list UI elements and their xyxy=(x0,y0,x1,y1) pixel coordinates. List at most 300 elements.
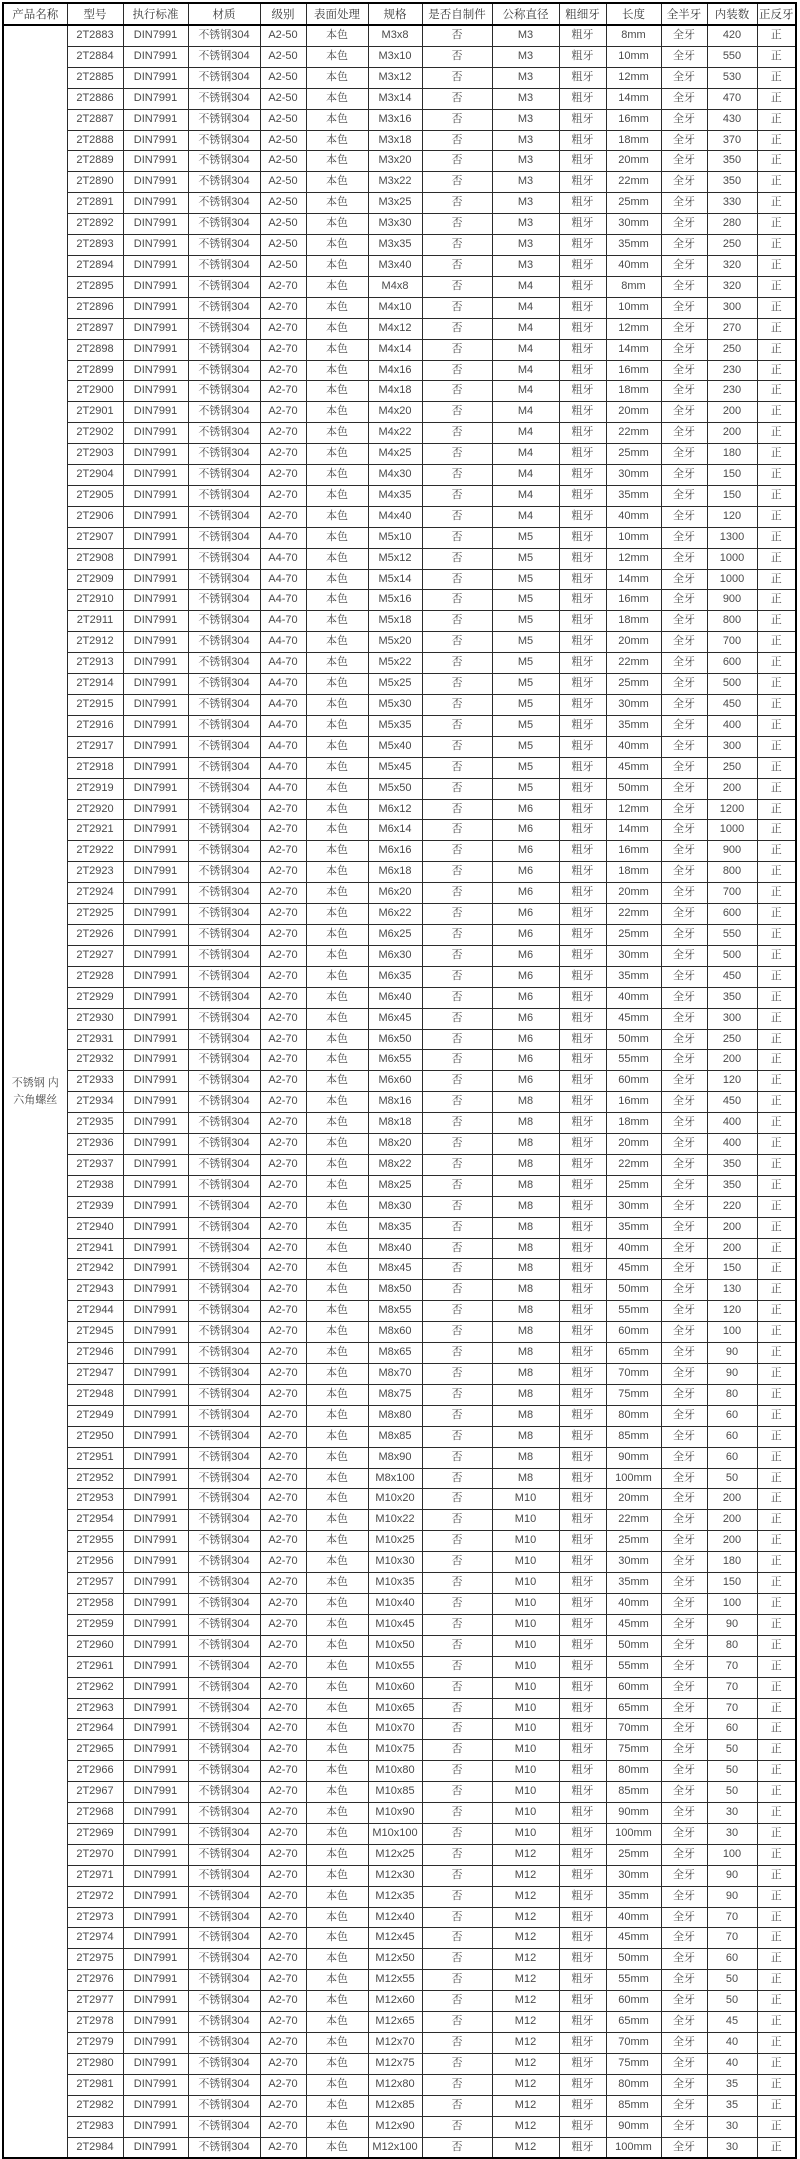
grade-cell: A4-70 xyxy=(260,757,306,778)
model-cell: 2T2962 xyxy=(67,1677,123,1698)
surface-cell: 本色 xyxy=(306,1740,368,1761)
pack-qty-cell: 800 xyxy=(707,611,757,632)
diameter-cell: M3 xyxy=(492,67,559,88)
spec-cell: M4x22 xyxy=(368,423,422,444)
pack-qty-cell: 1200 xyxy=(707,799,757,820)
model-cell: 2T2929 xyxy=(67,987,123,1008)
pack-qty-cell: 40 xyxy=(707,2033,757,2054)
self-made-cell: 否 xyxy=(422,1217,492,1238)
material-cell: 不锈钢304 xyxy=(188,1510,260,1531)
pack-qty-cell: 400 xyxy=(707,1134,757,1155)
pack-qty-cell: 30 xyxy=(707,2137,757,2158)
thread-pitch-cell: 粗牙 xyxy=(559,611,606,632)
model-cell: 2T2907 xyxy=(67,527,123,548)
model-cell: 2T2921 xyxy=(67,820,123,841)
grade-cell: A2-70 xyxy=(260,506,306,527)
standard-cell: DIN7991 xyxy=(123,632,188,653)
length-cell: 25mm xyxy=(606,924,661,945)
spec-cell: M5x10 xyxy=(368,527,422,548)
model-cell: 2T2967 xyxy=(67,1782,123,1803)
self-made-cell: 否 xyxy=(422,695,492,716)
direction-cell: 正 xyxy=(757,276,796,297)
diameter-cell: M12 xyxy=(492,1949,559,1970)
table-row xyxy=(3,1865,796,1886)
material-cell: 不锈钢304 xyxy=(188,1426,260,1447)
grade-cell: A2-50 xyxy=(260,172,306,193)
diameter-cell: M4 xyxy=(492,465,559,486)
thread-type-cell: 全牙 xyxy=(661,485,707,506)
diameter-cell: M10 xyxy=(492,1698,559,1719)
standard-cell: DIN7991 xyxy=(123,1510,188,1531)
diameter-cell: M3 xyxy=(492,25,559,46)
model-cell: 2T2926 xyxy=(67,924,123,945)
standard-cell: DIN7991 xyxy=(123,318,188,339)
standard-cell: DIN7991 xyxy=(123,360,188,381)
surface-cell: 本色 xyxy=(306,1719,368,1740)
diameter-cell: M10 xyxy=(492,1614,559,1635)
table-row xyxy=(3,1552,796,1573)
table-row xyxy=(3,1991,796,2012)
length-cell: 20mm xyxy=(606,1134,661,1155)
surface-cell: 本色 xyxy=(306,1092,368,1113)
thread-type-cell: 全牙 xyxy=(661,1761,707,1782)
self-made-cell: 否 xyxy=(422,67,492,88)
model-cell: 2T2949 xyxy=(67,1405,123,1426)
material-cell: 不锈钢304 xyxy=(188,966,260,987)
grade-cell: A2-70 xyxy=(260,1468,306,1489)
grade-cell: A2-70 xyxy=(260,1677,306,1698)
pack-qty-cell: 70 xyxy=(707,1677,757,1698)
pack-qty-cell: 400 xyxy=(707,715,757,736)
direction-cell: 正 xyxy=(757,1343,796,1364)
thread-type-cell: 全牙 xyxy=(661,862,707,883)
diameter-cell: M8 xyxy=(492,1447,559,1468)
length-cell: 85mm xyxy=(606,1782,661,1803)
spec-cell: M10x50 xyxy=(368,1635,422,1656)
diameter-cell: M4 xyxy=(492,423,559,444)
standard-cell: DIN7991 xyxy=(123,569,188,590)
material-cell: 不锈钢304 xyxy=(188,444,260,465)
thread-type-cell: 全牙 xyxy=(661,67,707,88)
model-cell: 2T2898 xyxy=(67,339,123,360)
model-cell: 2T2919 xyxy=(67,778,123,799)
thread-pitch-cell: 粗牙 xyxy=(559,1719,606,1740)
thread-type-cell: 全牙 xyxy=(661,318,707,339)
length-cell: 30mm xyxy=(606,1196,661,1217)
diameter-cell: M6 xyxy=(492,862,559,883)
diameter-cell: M5 xyxy=(492,548,559,569)
surface-cell: 本色 xyxy=(306,1217,368,1238)
surface-cell: 本色 xyxy=(306,1823,368,1844)
pack-qty-cell: 250 xyxy=(707,1029,757,1050)
grade-cell: A2-70 xyxy=(260,1154,306,1175)
spec-cell: M8x75 xyxy=(368,1384,422,1405)
thread-type-cell: 全牙 xyxy=(661,297,707,318)
self-made-cell: 否 xyxy=(422,2074,492,2095)
grade-cell: A2-70 xyxy=(260,1384,306,1405)
length-cell: 35mm xyxy=(606,966,661,987)
self-made-cell: 否 xyxy=(422,1426,492,1447)
thread-pitch-cell: 粗牙 xyxy=(559,862,606,883)
standard-cell: DIN7991 xyxy=(123,1071,188,1092)
length-cell: 65mm xyxy=(606,1698,661,1719)
self-made-cell: 否 xyxy=(422,611,492,632)
pack-qty-cell: 900 xyxy=(707,841,757,862)
material-cell: 不锈钢304 xyxy=(188,423,260,444)
grade-cell: A2-70 xyxy=(260,1238,306,1259)
col-standard: 执行标准 xyxy=(123,3,188,25)
thread-pitch-cell: 粗牙 xyxy=(559,1865,606,1886)
pack-qty-cell: 150 xyxy=(707,1573,757,1594)
self-made-cell: 否 xyxy=(422,2033,492,2054)
pack-qty-cell: 450 xyxy=(707,966,757,987)
material-cell: 不锈钢304 xyxy=(188,1949,260,1970)
model-cell: 2T2979 xyxy=(67,2033,123,2054)
standard-cell: DIN7991 xyxy=(123,883,188,904)
standard-cell: DIN7991 xyxy=(123,862,188,883)
table-row xyxy=(3,1719,796,1740)
diameter-cell: M4 xyxy=(492,276,559,297)
surface-cell: 本色 xyxy=(306,2137,368,2158)
thread-type-cell: 全牙 xyxy=(661,1468,707,1489)
grade-cell: A2-70 xyxy=(260,1301,306,1322)
standard-cell: DIN7991 xyxy=(123,402,188,423)
table-row xyxy=(3,757,796,778)
spec-cell: M10x75 xyxy=(368,1740,422,1761)
material-cell: 不锈钢304 xyxy=(188,2053,260,2074)
material-cell: 不锈钢304 xyxy=(188,1865,260,1886)
thread-pitch-cell: 粗牙 xyxy=(559,2033,606,2054)
self-made-cell: 否 xyxy=(422,1384,492,1405)
grade-cell: A2-70 xyxy=(260,276,306,297)
spec-cell: M8x50 xyxy=(368,1280,422,1301)
spec-cell: M3x22 xyxy=(368,172,422,193)
standard-cell: DIN7991 xyxy=(123,1364,188,1385)
thread-type-cell: 全牙 xyxy=(661,1740,707,1761)
direction-cell: 正 xyxy=(757,1886,796,1907)
grade-cell: A2-70 xyxy=(260,485,306,506)
model-cell: 2T2947 xyxy=(67,1364,123,1385)
material-cell: 不锈钢304 xyxy=(188,1740,260,1761)
standard-cell: DIN7991 xyxy=(123,444,188,465)
length-cell: 20mm xyxy=(606,1489,661,1510)
surface-cell: 本色 xyxy=(306,1949,368,1970)
pack-qty-cell: 200 xyxy=(707,778,757,799)
direction-cell: 正 xyxy=(757,214,796,235)
material-cell: 不锈钢304 xyxy=(188,1593,260,1614)
self-made-cell: 否 xyxy=(422,653,492,674)
direction-cell: 正 xyxy=(757,339,796,360)
col-pack-qty: 内装数 xyxy=(707,3,757,25)
diameter-cell: M5 xyxy=(492,653,559,674)
table-row xyxy=(3,1008,796,1029)
length-cell: 12mm xyxy=(606,318,661,339)
self-made-cell: 否 xyxy=(422,1280,492,1301)
material-cell: 不锈钢304 xyxy=(188,1656,260,1677)
model-cell: 2T2946 xyxy=(67,1343,123,1364)
table-row xyxy=(3,318,796,339)
length-cell: 45mm xyxy=(606,757,661,778)
length-cell: 100mm xyxy=(606,2137,661,2158)
model-cell: 2T2905 xyxy=(67,485,123,506)
model-cell: 2T2930 xyxy=(67,1008,123,1029)
direction-cell: 正 xyxy=(757,2137,796,2158)
model-cell: 2T2884 xyxy=(67,46,123,67)
thread-type-cell: 全牙 xyxy=(661,778,707,799)
col-spec: 规格 xyxy=(368,3,422,25)
self-made-cell: 否 xyxy=(422,1656,492,1677)
thread-type-cell: 全牙 xyxy=(661,2074,707,2095)
thread-type-cell: 全牙 xyxy=(661,1322,707,1343)
model-cell: 2T2933 xyxy=(67,1071,123,1092)
model-cell: 2T2887 xyxy=(67,109,123,130)
standard-cell: DIN7991 xyxy=(123,1175,188,1196)
material-cell: 不锈钢304 xyxy=(188,1364,260,1385)
grade-cell: A2-50 xyxy=(260,25,306,46)
self-made-cell: 否 xyxy=(422,1489,492,1510)
pack-qty-cell: 600 xyxy=(707,653,757,674)
self-made-cell: 否 xyxy=(422,276,492,297)
direction-cell: 正 xyxy=(757,1050,796,1071)
surface-cell: 本色 xyxy=(306,2033,368,2054)
self-made-cell: 否 xyxy=(422,1092,492,1113)
direction-cell: 正 xyxy=(757,653,796,674)
diameter-cell: M6 xyxy=(492,841,559,862)
model-cell: 2T2900 xyxy=(67,381,123,402)
table-row xyxy=(3,485,796,506)
direction-cell: 正 xyxy=(757,444,796,465)
table-row xyxy=(3,1740,796,1761)
standard-cell: DIN7991 xyxy=(123,1928,188,1949)
spec-cell: M8x30 xyxy=(368,1196,422,1217)
standard-cell: DIN7991 xyxy=(123,778,188,799)
self-made-cell: 否 xyxy=(422,1907,492,1928)
col-self-made: 是否自制件 xyxy=(422,3,492,25)
diameter-cell: M3 xyxy=(492,255,559,276)
direction-cell: 正 xyxy=(757,1531,796,1552)
spec-cell: M5x35 xyxy=(368,715,422,736)
surface-cell: 本色 xyxy=(306,820,368,841)
model-cell: 2T2888 xyxy=(67,130,123,151)
diameter-cell: M8 xyxy=(492,1196,559,1217)
grade-cell: A4-70 xyxy=(260,653,306,674)
material-cell: 不锈钢304 xyxy=(188,1552,260,1573)
table-row xyxy=(3,2095,796,2116)
diameter-cell: M6 xyxy=(492,1071,559,1092)
spec-cell: M8x18 xyxy=(368,1113,422,1134)
spec-cell: M10x90 xyxy=(368,1803,422,1824)
standard-cell: DIN7991 xyxy=(123,1280,188,1301)
spec-cell: M4x16 xyxy=(368,360,422,381)
material-cell: 不锈钢304 xyxy=(188,1719,260,1740)
grade-cell: A2-70 xyxy=(260,1635,306,1656)
length-cell: 60mm xyxy=(606,1991,661,2012)
direction-cell: 正 xyxy=(757,778,796,799)
diameter-cell: M8 xyxy=(492,1134,559,1155)
surface-cell: 本色 xyxy=(306,1593,368,1614)
grade-cell: A2-70 xyxy=(260,1113,306,1134)
model-cell: 2T2955 xyxy=(67,1531,123,1552)
standard-cell: DIN7991 xyxy=(123,1050,188,1071)
model-cell: 2T2886 xyxy=(67,88,123,109)
surface-cell: 本色 xyxy=(306,1301,368,1322)
pack-qty-cell: 300 xyxy=(707,297,757,318)
material-cell: 不锈钢304 xyxy=(188,674,260,695)
grade-cell: A2-70 xyxy=(260,1489,306,1510)
direction-cell: 正 xyxy=(757,485,796,506)
table-row xyxy=(3,1154,796,1175)
diameter-cell: M10 xyxy=(492,1552,559,1573)
self-made-cell: 否 xyxy=(422,1301,492,1322)
self-made-cell: 否 xyxy=(422,966,492,987)
direction-cell: 正 xyxy=(757,987,796,1008)
surface-cell: 本色 xyxy=(306,1991,368,2012)
grade-cell: A2-70 xyxy=(260,945,306,966)
thread-pitch-cell: 粗牙 xyxy=(559,1134,606,1155)
length-cell: 70mm xyxy=(606,1719,661,1740)
pack-qty-cell: 200 xyxy=(707,402,757,423)
spec-cell: M12x70 xyxy=(368,2033,422,2054)
pack-qty-cell: 250 xyxy=(707,757,757,778)
model-cell: 2T2960 xyxy=(67,1635,123,1656)
standard-cell: DIN7991 xyxy=(123,757,188,778)
direction-cell: 正 xyxy=(757,1092,796,1113)
material-cell: 不锈钢304 xyxy=(188,924,260,945)
thread-type-cell: 全牙 xyxy=(661,987,707,1008)
self-made-cell: 否 xyxy=(422,1196,492,1217)
direction-cell: 正 xyxy=(757,2095,796,2116)
standard-cell: DIN7991 xyxy=(123,465,188,486)
thread-type-cell: 全牙 xyxy=(661,109,707,130)
diameter-cell: M5 xyxy=(492,715,559,736)
table-row xyxy=(3,1447,796,1468)
thread-pitch-cell: 粗牙 xyxy=(559,2116,606,2137)
direction-cell: 正 xyxy=(757,1907,796,1928)
material-cell: 不锈钢304 xyxy=(188,255,260,276)
diameter-cell: M6 xyxy=(492,883,559,904)
pack-qty-cell: 350 xyxy=(707,1154,757,1175)
material-cell: 不锈钢304 xyxy=(188,611,260,632)
self-made-cell: 否 xyxy=(422,904,492,925)
self-made-cell: 否 xyxy=(422,318,492,339)
surface-cell: 本色 xyxy=(306,1196,368,1217)
thread-type-cell: 全牙 xyxy=(661,1719,707,1740)
thread-pitch-cell: 粗牙 xyxy=(559,1301,606,1322)
table-row xyxy=(3,820,796,841)
length-cell: 50mm xyxy=(606,1949,661,1970)
diameter-cell: M5 xyxy=(492,778,559,799)
grade-cell: A2-70 xyxy=(260,1740,306,1761)
grade-cell: A2-70 xyxy=(260,2095,306,2116)
thread-type-cell: 全牙 xyxy=(661,715,707,736)
direction-cell: 正 xyxy=(757,1175,796,1196)
self-made-cell: 否 xyxy=(422,674,492,695)
table-row xyxy=(3,2012,796,2033)
thread-type-cell: 全牙 xyxy=(661,1447,707,1468)
diameter-cell: M5 xyxy=(492,590,559,611)
thread-pitch-cell: 粗牙 xyxy=(559,1196,606,1217)
grade-cell: A2-70 xyxy=(260,820,306,841)
thread-pitch-cell: 粗牙 xyxy=(559,715,606,736)
table-row xyxy=(3,1844,796,1865)
length-cell: 12mm xyxy=(606,799,661,820)
diameter-cell: M10 xyxy=(492,1635,559,1656)
diameter-cell: M12 xyxy=(492,2012,559,2033)
length-cell: 80mm xyxy=(606,1761,661,1782)
thread-pitch-cell: 粗牙 xyxy=(559,1384,606,1405)
spec-cell: M5x50 xyxy=(368,778,422,799)
pack-qty-cell: 200 xyxy=(707,1489,757,1510)
diameter-cell: M6 xyxy=(492,945,559,966)
grade-cell: A2-70 xyxy=(260,1886,306,1907)
self-made-cell: 否 xyxy=(422,1238,492,1259)
self-made-cell: 否 xyxy=(422,381,492,402)
surface-cell: 本色 xyxy=(306,1886,368,1907)
standard-cell: DIN7991 xyxy=(123,653,188,674)
length-cell: 100mm xyxy=(606,1468,661,1489)
diameter-cell: M8 xyxy=(492,1322,559,1343)
thread-type-cell: 全牙 xyxy=(661,1238,707,1259)
thread-type-cell: 全牙 xyxy=(661,966,707,987)
model-cell: 2T2983 xyxy=(67,2116,123,2137)
material-cell: 不锈钢304 xyxy=(188,1071,260,1092)
thread-type-cell: 全牙 xyxy=(661,1050,707,1071)
model-cell: 2T2968 xyxy=(67,1803,123,1824)
diameter-cell: M8 xyxy=(492,1426,559,1447)
length-cell: 35mm xyxy=(606,715,661,736)
length-cell: 75mm xyxy=(606,1740,661,1761)
thread-type-cell: 全牙 xyxy=(661,88,707,109)
diameter-cell: M10 xyxy=(492,1593,559,1614)
direction-cell: 正 xyxy=(757,465,796,486)
surface-cell: 本色 xyxy=(306,402,368,423)
diameter-cell: M8 xyxy=(492,1217,559,1238)
diameter-cell: M6 xyxy=(492,1050,559,1071)
model-cell: 2T2883 xyxy=(67,25,123,46)
direction-cell: 正 xyxy=(757,1426,796,1447)
material-cell: 不锈钢304 xyxy=(188,297,260,318)
table-row xyxy=(3,193,796,214)
standard-cell: DIN7991 xyxy=(123,1154,188,1175)
thread-pitch-cell: 粗牙 xyxy=(559,1364,606,1385)
model-cell: 2T2908 xyxy=(67,548,123,569)
thread-type-cell: 全牙 xyxy=(661,1196,707,1217)
material-cell: 不锈钢304 xyxy=(188,1698,260,1719)
direction-cell: 正 xyxy=(757,1259,796,1280)
spec-cell: M6x40 xyxy=(368,987,422,1008)
thread-pitch-cell: 粗牙 xyxy=(559,465,606,486)
standard-cell: DIN7991 xyxy=(123,799,188,820)
spec-cell: M10x30 xyxy=(368,1552,422,1573)
pack-qty-cell: 600 xyxy=(707,904,757,925)
model-cell: 2T2916 xyxy=(67,715,123,736)
standard-cell: DIN7991 xyxy=(123,2074,188,2095)
surface-cell: 本色 xyxy=(306,611,368,632)
direction-cell: 正 xyxy=(757,1113,796,1134)
direction-cell: 正 xyxy=(757,1719,796,1740)
spec-cell: M6x25 xyxy=(368,924,422,945)
model-cell: 2T2928 xyxy=(67,966,123,987)
self-made-cell: 否 xyxy=(422,1698,492,1719)
self-made-cell: 否 xyxy=(422,1029,492,1050)
surface-cell: 本色 xyxy=(306,1677,368,1698)
grade-cell: A2-70 xyxy=(260,1573,306,1594)
direction-cell: 正 xyxy=(757,1656,796,1677)
standard-cell: DIN7991 xyxy=(123,966,188,987)
grade-cell: A2-70 xyxy=(260,1593,306,1614)
material-cell: 不锈钢304 xyxy=(188,88,260,109)
material-cell: 不锈钢304 xyxy=(188,799,260,820)
